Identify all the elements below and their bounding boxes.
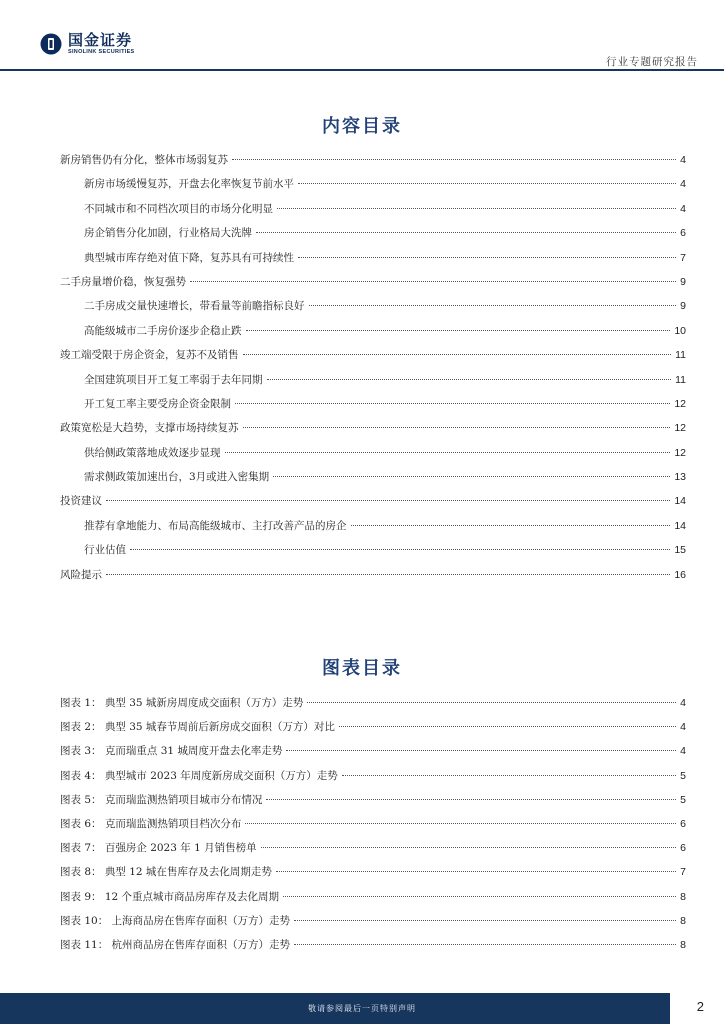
toc-entry[interactable] bbox=[60, 493, 686, 517]
toc-entry-title: 二手房量增价稳，恢复强势 bbox=[60, 275, 186, 288]
toc-entry-title: 图表 4： 典型城市 2023 年周度新房成交面积（万方）走势 bbox=[60, 769, 338, 782]
toc-entry-page: 7 bbox=[680, 251, 686, 264]
toc-entry-title: 房企销售分化加剧，行业格局大洗牌 bbox=[84, 227, 252, 240]
toc-entry-page: 9 bbox=[680, 275, 686, 288]
dot-leader bbox=[307, 702, 676, 703]
toc-entry[interactable] bbox=[60, 937, 686, 961]
toc-entry-title: 竣工端受限于房企资金，复苏不及销售 bbox=[60, 349, 239, 362]
dot-leader bbox=[243, 354, 672, 355]
toc-entry-title: 投资建议 bbox=[60, 495, 102, 508]
toc-entry[interactable] bbox=[60, 768, 686, 792]
toc-entry[interactable] bbox=[60, 913, 686, 937]
toc-entry-page: 4 bbox=[680, 202, 686, 215]
dot-leader bbox=[276, 871, 676, 872]
toc-entry[interactable] bbox=[60, 743, 686, 767]
dot-leader bbox=[339, 726, 676, 727]
toc-entry[interactable] bbox=[60, 445, 686, 469]
toc-entry-title: 图表 8： 典型 12 城在售库存及去化周期走势 bbox=[60, 866, 272, 879]
toc-entry[interactable] bbox=[60, 225, 686, 249]
toc-entry[interactable] bbox=[60, 518, 686, 542]
toc-entry[interactable] bbox=[60, 792, 686, 816]
toc-entry-page: 15 bbox=[674, 544, 686, 557]
dot-leader bbox=[225, 452, 671, 453]
toc-entry-page: 4 bbox=[680, 721, 686, 734]
toc-entry[interactable] bbox=[60, 840, 686, 864]
toc-entry-title: 供给侧政策落地成效逐步显现 bbox=[84, 446, 221, 459]
dot-leader bbox=[232, 159, 676, 160]
toc-entry-page: 8 bbox=[680, 914, 686, 927]
dot-leader bbox=[245, 823, 676, 824]
toc-entry-title: 开工复工率主要受房企资金限制 bbox=[84, 397, 231, 410]
toc-entry-title: 推荐有拿地能力、布局高能级城市、主打改善产品的房企 bbox=[84, 519, 347, 532]
toc-entry[interactable] bbox=[60, 695, 686, 719]
header-divider bbox=[0, 69, 724, 71]
report-type-label: 行业专题研究报告 bbox=[606, 56, 698, 68]
toc-entry-page: 9 bbox=[680, 300, 686, 313]
dot-leader bbox=[106, 574, 670, 575]
toc-entry-page: 14 bbox=[674, 519, 686, 532]
disclaimer-notice: 敬请参阅最后一页特别声明 bbox=[308, 1004, 416, 1013]
dot-leader bbox=[235, 403, 670, 404]
toc-entry-page: 8 bbox=[680, 890, 686, 903]
toc-entry[interactable] bbox=[60, 719, 686, 743]
toc-entry-page: 4 bbox=[680, 745, 686, 758]
dot-leader bbox=[298, 183, 676, 184]
toc-entry-page: 12 bbox=[674, 446, 686, 459]
dot-leader bbox=[266, 799, 676, 800]
toc-entry-page: 13 bbox=[674, 471, 686, 484]
toc-entry[interactable] bbox=[60, 567, 686, 591]
dot-leader bbox=[294, 944, 676, 945]
sinolink-logo-icon bbox=[40, 33, 62, 55]
toc-entry-title: 风险提示 bbox=[60, 568, 102, 581]
toc-entry-title: 图表 9： 12 个重点城市商品房库存及去化周期 bbox=[60, 890, 280, 903]
toc-entry-page: 8 bbox=[680, 938, 686, 951]
toc-entry-page: 6 bbox=[680, 817, 686, 830]
toc-entry[interactable] bbox=[60, 396, 686, 420]
toc-entry-title: 典型城市库存绝对值下降，复苏具有可持续性 bbox=[84, 251, 294, 264]
dot-leader bbox=[309, 305, 677, 306]
dot-leader bbox=[256, 232, 676, 233]
page-number: 2 bbox=[696, 999, 704, 1014]
toc-entry-title: 需求侧政策加速出台，3月或进入密集期 bbox=[84, 471, 270, 484]
toc-entry[interactable] bbox=[60, 864, 686, 888]
toc-entry[interactable] bbox=[60, 323, 686, 347]
toc-entry-title: 图表 6： 克而瑞监测热销项目档次分布 bbox=[60, 817, 242, 830]
dot-leader bbox=[283, 896, 676, 897]
toc-entry-title: 全国建筑项目开工复工率弱于去年同期 bbox=[84, 373, 263, 386]
contents-list bbox=[60, 152, 686, 591]
toc-entry-page: 6 bbox=[680, 842, 686, 855]
toc-entry[interactable] bbox=[60, 542, 686, 566]
dot-leader bbox=[246, 330, 671, 331]
dot-leader bbox=[273, 476, 670, 477]
toc-entry-title: 图表 3： 克而瑞重点 31 城周度开盘去化率走势 bbox=[60, 745, 283, 758]
toc-entry-title: 行业估值 bbox=[84, 544, 126, 557]
toc-entry-page: 4 bbox=[680, 178, 686, 191]
toc-entry[interactable] bbox=[60, 152, 686, 176]
toc-entry-page: 11 bbox=[675, 373, 686, 386]
toc-entry-page: 12 bbox=[674, 422, 686, 435]
company-logo bbox=[40, 32, 135, 56]
dot-leader bbox=[351, 525, 671, 526]
toc-entry[interactable] bbox=[60, 274, 686, 298]
toc-entry[interactable] bbox=[60, 250, 686, 274]
dot-leader bbox=[277, 208, 676, 209]
toc-entry-page: 5 bbox=[680, 793, 686, 806]
dot-leader bbox=[130, 549, 670, 550]
toc-entry[interactable] bbox=[60, 176, 686, 200]
toc-entry[interactable] bbox=[60, 420, 686, 444]
dot-leader bbox=[294, 920, 676, 921]
toc-entry[interactable] bbox=[60, 372, 686, 396]
toc-entry-page: 5 bbox=[680, 769, 686, 782]
dot-leader bbox=[342, 775, 676, 776]
toc-entry-title: 图表 11： 杭州商品房在售库存面积（万方）走势 bbox=[60, 938, 291, 951]
toc-entry-page: 16 bbox=[674, 568, 686, 581]
toc-entry[interactable] bbox=[60, 816, 686, 840]
toc-entry[interactable] bbox=[60, 347, 686, 371]
toc-entry-title: 不同城市和不同档次项目的市场分化明显 bbox=[84, 202, 273, 215]
figures-list bbox=[60, 695, 686, 961]
toc-entry-page: 4 bbox=[680, 697, 686, 709]
dot-leader bbox=[298, 257, 676, 258]
figures-title: 图表目录 bbox=[322, 658, 402, 679]
toc-entry-title: 新房市场缓慢复苏，开盘去化率恢复节前水平 bbox=[84, 178, 294, 191]
toc-entry-page: 11 bbox=[675, 349, 686, 362]
toc-entry[interactable] bbox=[60, 889, 686, 913]
toc-entry-page: 10 bbox=[674, 324, 686, 337]
dot-leader bbox=[261, 847, 677, 848]
toc-entry-title: 图表 2： 典型 35 城春节周前后新房成交面积（万方）对比 bbox=[60, 721, 335, 734]
dot-leader bbox=[267, 379, 672, 380]
dot-leader bbox=[286, 750, 676, 751]
toc-entry-page: 6 bbox=[680, 227, 686, 240]
toc-entry[interactable] bbox=[60, 298, 686, 322]
toc-entry-page: 4 bbox=[680, 154, 686, 166]
toc-entry-title: 二手房成交量快速增长，带看量等前瞻指标良好 bbox=[84, 300, 305, 313]
toc-entry-page: 12 bbox=[674, 397, 686, 410]
toc-entry[interactable] bbox=[60, 201, 686, 225]
dot-leader bbox=[190, 281, 676, 282]
contents-title: 内容目录 bbox=[322, 116, 402, 137]
toc-entry-title: 图表 10： 上海商品房在售库存面积（万方）走势 bbox=[60, 914, 291, 927]
toc-entry-title: 图表 1： 典型 35 城新房周度成交面积（万方）走势 bbox=[60, 697, 304, 709]
logo-chinese-name: 国金证券 bbox=[68, 31, 133, 49]
toc-entry-title: 图表 7： 百强房企 2023 年 1 月销售榜单 bbox=[60, 842, 257, 855]
toc-entry-title: 新房销售仍有分化，整体市场弱复苏 bbox=[60, 154, 228, 166]
toc-entry-title: 高能级城市二手房价逐步企稳止跌 bbox=[84, 324, 242, 337]
toc-entry-page: 7 bbox=[680, 866, 686, 879]
toc-entry-title: 政策宽松是大趋势，支撑市场持续复苏 bbox=[60, 422, 239, 435]
toc-entry-title: 图表 5： 克而瑞监测热销项目城市分布情况 bbox=[60, 793, 263, 806]
toc-entry[interactable] bbox=[60, 469, 686, 493]
toc-entry-page: 14 bbox=[674, 495, 686, 508]
logo-english-name: SINOLINK SECURITIES bbox=[68, 49, 135, 55]
dot-leader bbox=[243, 427, 671, 428]
dot-leader bbox=[106, 500, 670, 501]
